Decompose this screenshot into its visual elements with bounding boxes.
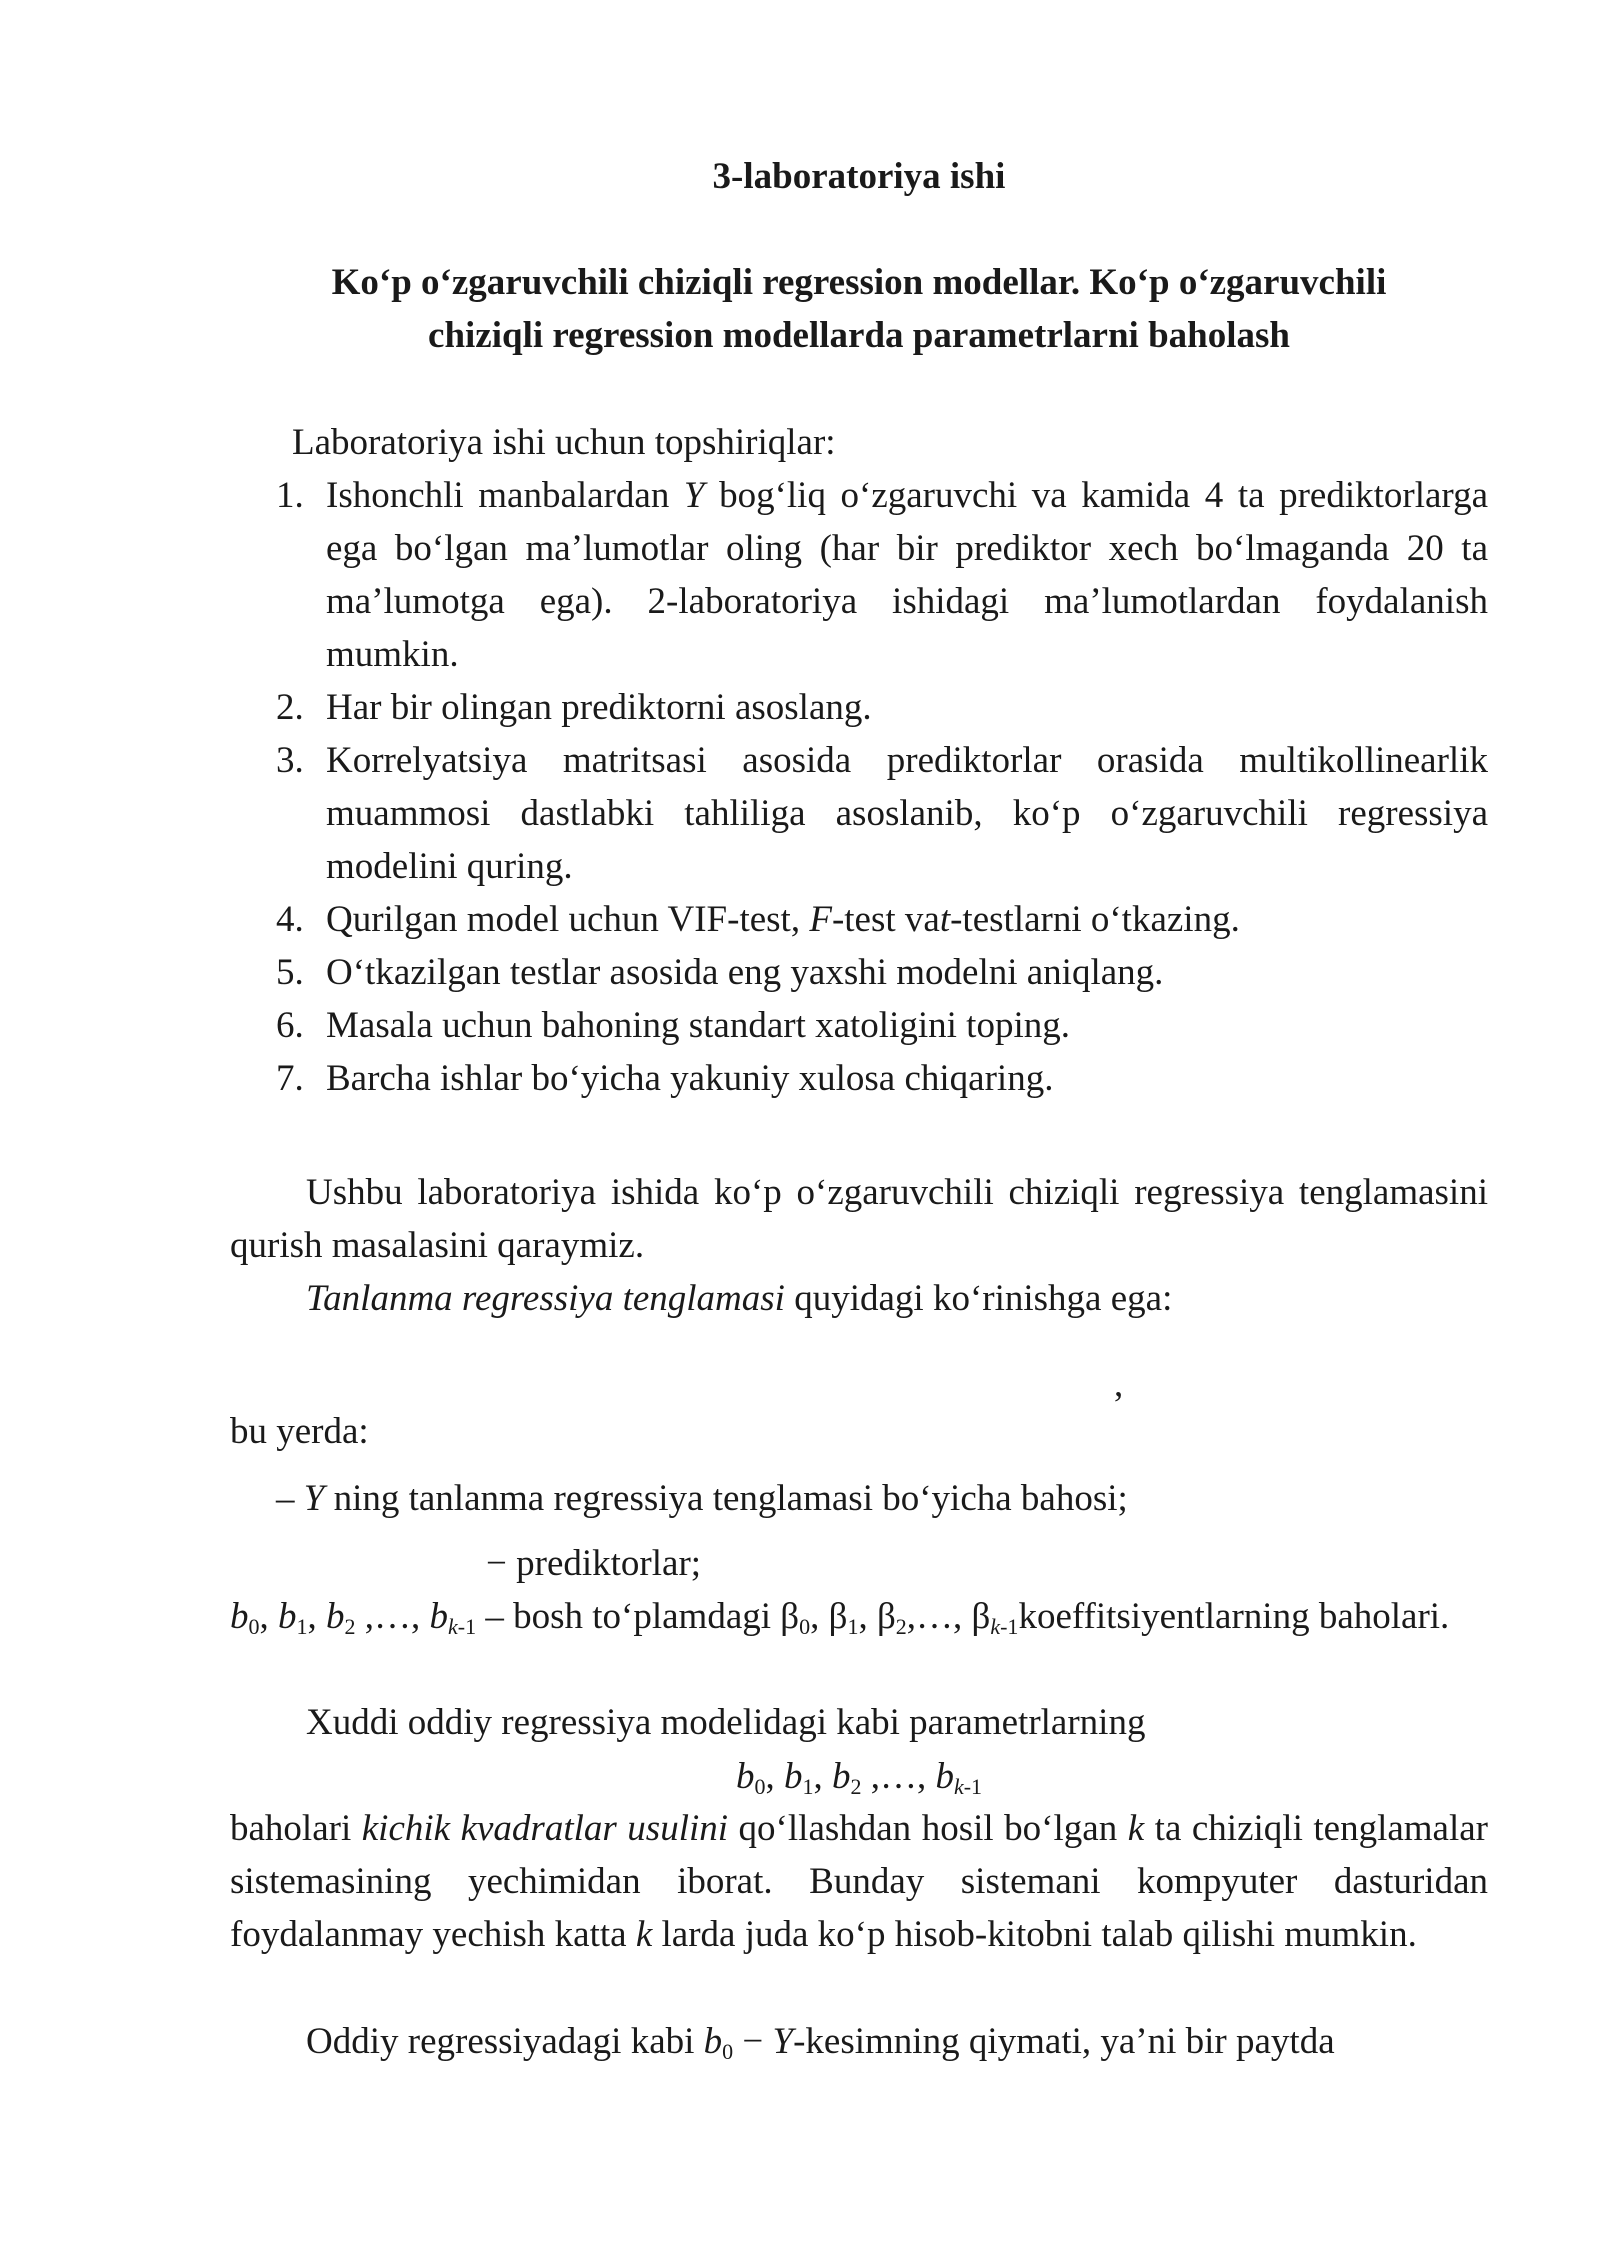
- intro-paragraph: Ushbu laboratoriya ishida ko‘p o‘zgaruvchili chiziqli regressiya tenglamasini qurish masalasini qaraymiz.: [230, 1172, 1488, 1266]
- task-list: [230, 469, 1488, 1105]
- tasks-heading: Laboratoriya ishi uchun topshiriqlar:: [292, 422, 836, 463]
- definition-coefficients: $b_0$, $b_1$, $b_2$ ,…, $b_{k-1}$ – bosh to‘plamdagi $\beta_0$, $\beta_1$, $\beta_2,\dots$, $\beta_{k-1}koeffitsiyentlarning$ baholari.: [230, 1596, 1450, 1639]
- task-number: 1.: [276, 475, 304, 516]
- page-subtitle: [230, 256, 1488, 362]
- parameters-centered: $b_0$, $b_1$, $b_2$ ,…, $b_{k-1}$: [735, 1756, 983, 1799]
- subtitle-line-2: chiziqli regression modellarda parametrlarni baholash: [428, 315, 1290, 356]
- task-number: 4.: [276, 899, 304, 940]
- where-label: bu yerda:: [230, 1411, 369, 1452]
- task-item-2: 2. Har bir olingan prediktorni asoslang.: [230, 681, 1488, 734]
- task-item-7: 7. Barcha ishlar bo‘yicha yakuniy xulosa chiqaring.: [230, 1052, 1488, 1105]
- task-number: 6.: [276, 1005, 304, 1046]
- task-number: 5.: [276, 952, 304, 993]
- task-item-4: 4. Qurilgan model uchun VIF-test, F-test vat-testlarni o‘tkazing.: [230, 893, 1488, 946]
- page-title: 3-laboratoriya ishi: [712, 156, 1006, 197]
- task-number: 3.: [276, 740, 304, 781]
- task-item-6: 6. Masala uchun bahoning standart xatoligini toping.: [230, 999, 1488, 1052]
- task-item-3: 3. Korrelyatsiya matritsasi asosida prediktorlar orasida multikollinearlik muammosi dastlabki tahliliga asoslanib, ko‘p o‘zgaruvchili regressiya modelini quring.: [230, 734, 1488, 893]
- xuddi-line: Xuddi oddiy regressiya modelidagi kabi parametrlarning: [306, 1702, 1146, 1743]
- task-item-1: 1. Ishonchli manbalardan Y bog‘liq o‘zgaruvchi va kamida 4 ta prediktorlarga ega bo‘lgan ma’lumotlar oling (har bir prediktor xech bo‘lmaganda 20 ta ma’lumotga ega). 2-laboratoriya ishidagi ma’lumotlardan foydalanish mumkin.: [230, 469, 1488, 681]
- task-number: 2.: [276, 687, 304, 728]
- task-number: 7.: [276, 1058, 304, 1099]
- baholari-paragraph: baholari kichik kvadratlar usulini qo‘llashdan hosil bo‘lgan k ta chiziqli tenglamalar sistemasining yechimidan iborat. Bunday sistemani kompyuter dasturidan foydalanmay yechish katta k larda juda ko‘p hisob-kitobni talab qilishi mumkin.: [230, 1808, 1488, 1955]
- subtitle-line-1: Ko‘p o‘zgaruvchili chiziqli regression modellar. Ko‘p o‘zgaruvchili: [331, 262, 1387, 303]
- definition-predictors: − prediktorlar;: [486, 1543, 702, 1584]
- oddiy-line: Oddiy regressiyadagi kabi $b_0$ − Y-kesimning qiymati, ya’ni bir paytda: [306, 2021, 1335, 2064]
- equation-comma: ,: [1114, 1364, 1124, 1405]
- equation-intro: Tanlanma regressiya tenglamasi quyidagi ko‘rinishga ega:: [306, 1278, 1173, 1319]
- document-page: [230, 0, 1488, 2262]
- definition-y: – Y ning tanlanma regressiya tenglamasi bo‘yicha bahosi;: [276, 1478, 1128, 1519]
- task-item-5: 5. O‘tkazilgan testlar asosida eng yaxshi modelni aniqlang.: [230, 946, 1488, 999]
